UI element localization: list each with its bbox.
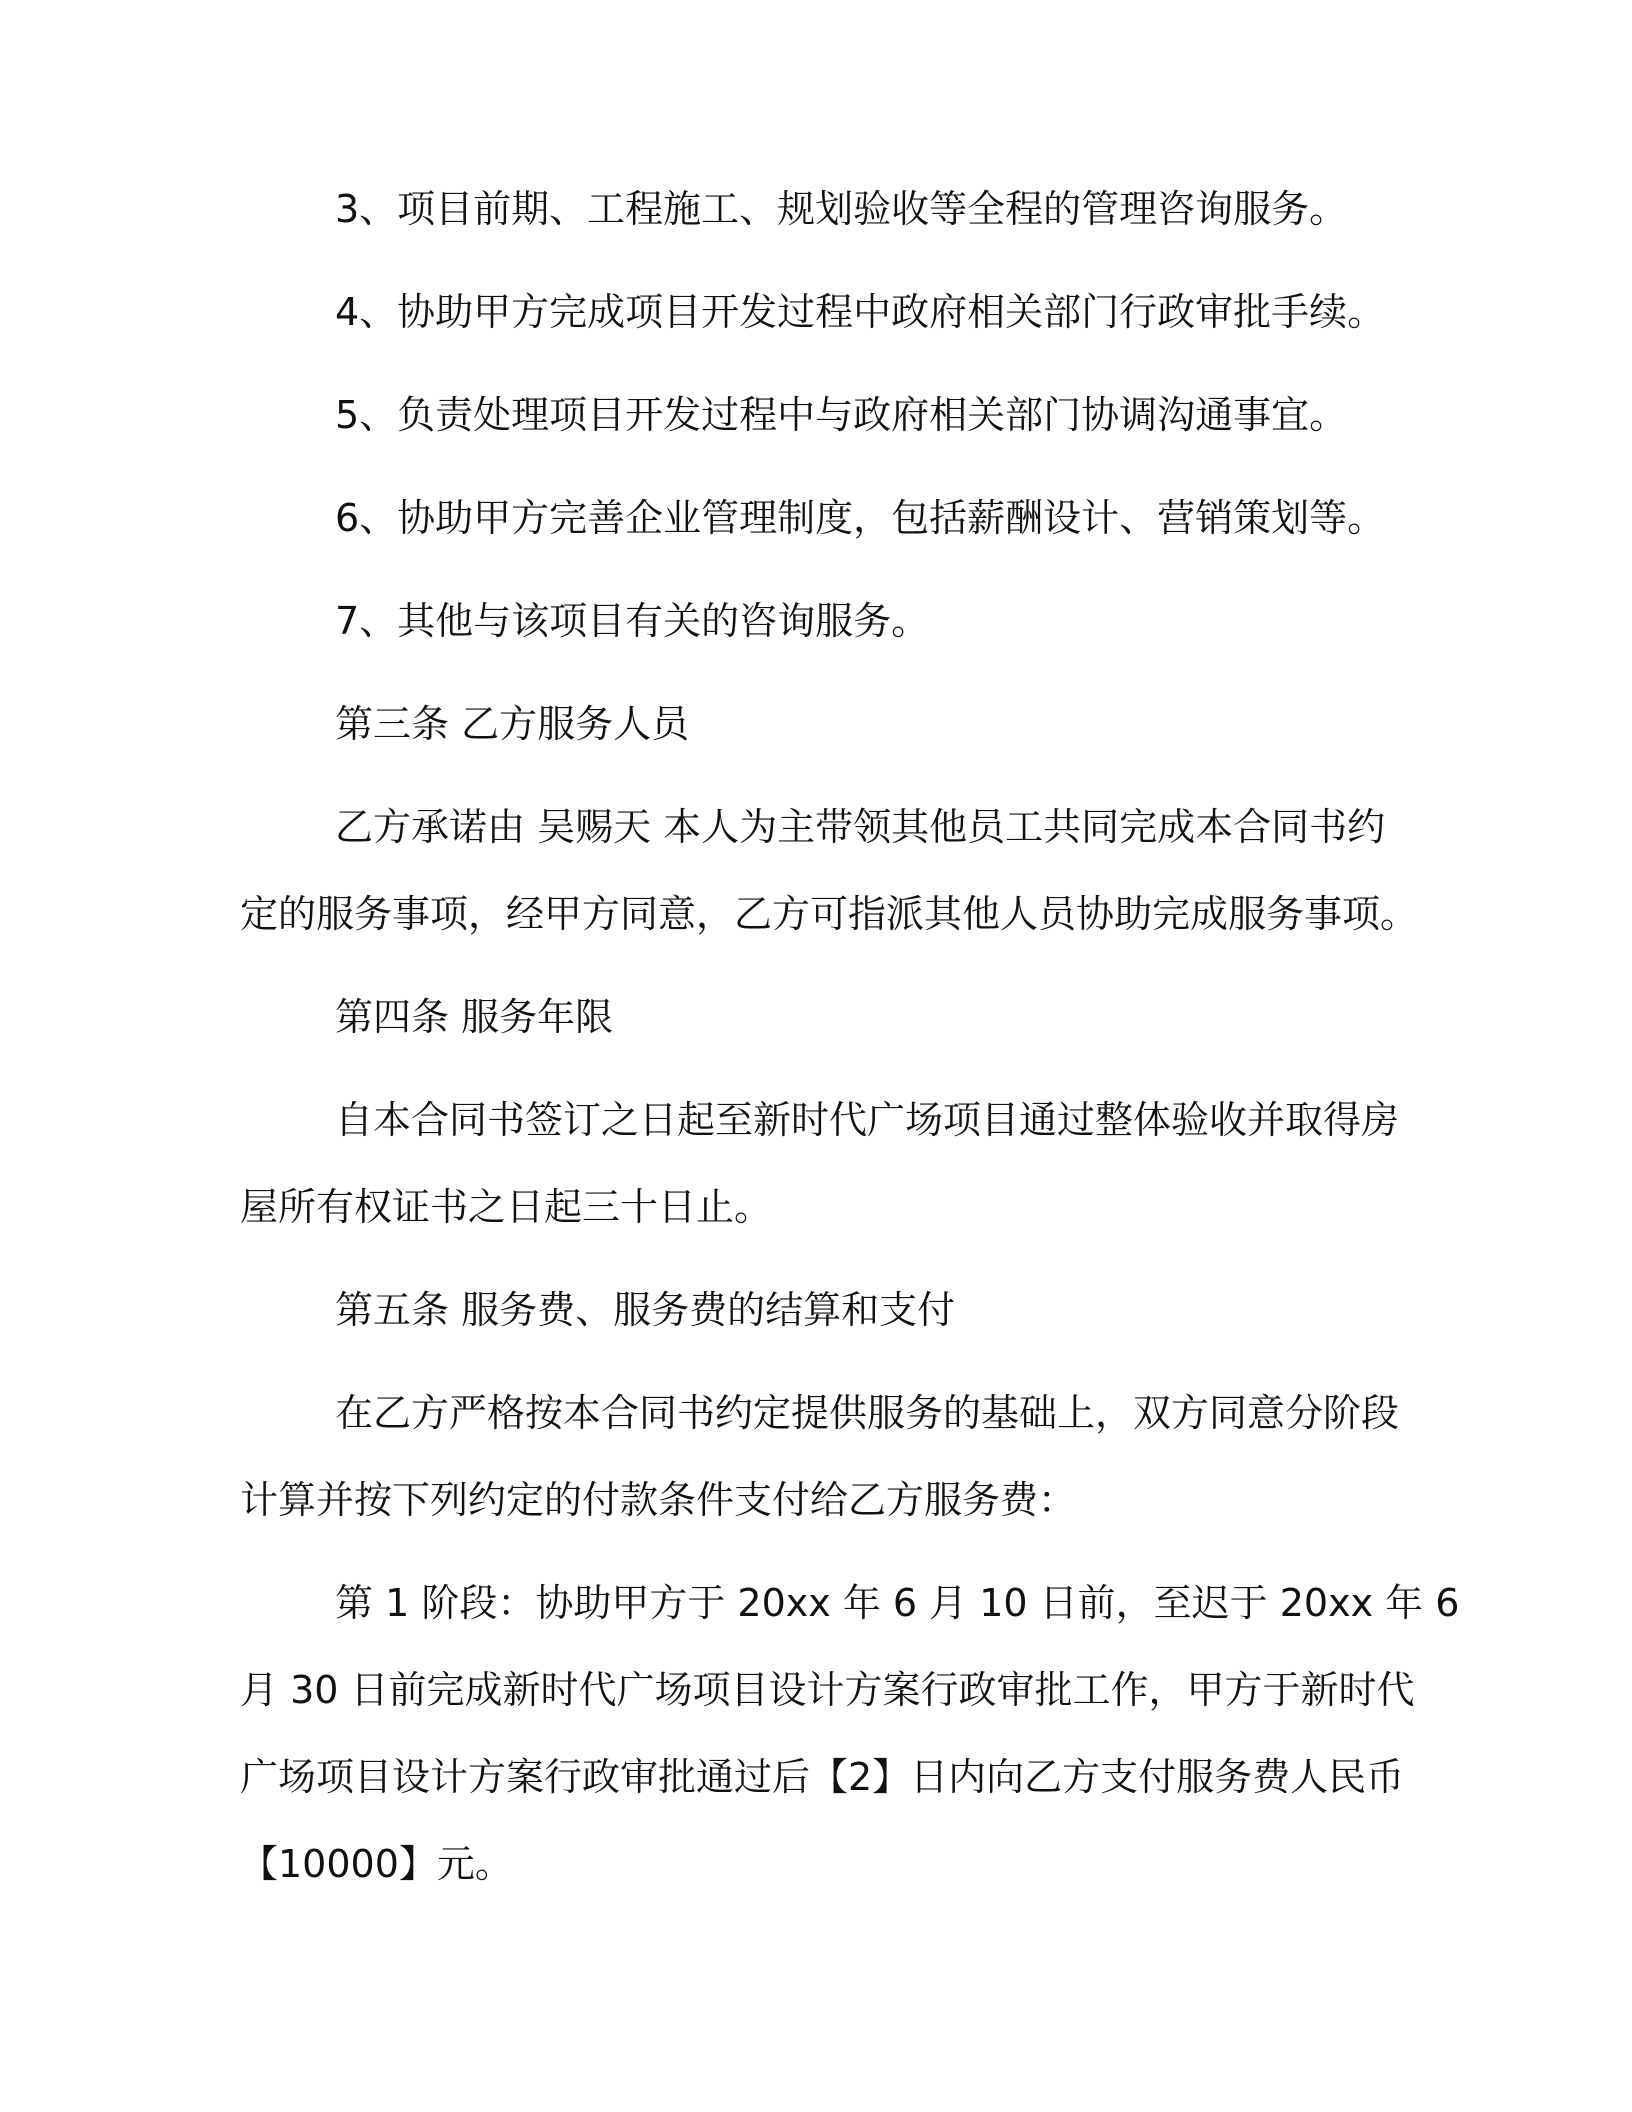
text-line: 【10000】元。	[240, 1842, 513, 1886]
text-line: 3、项目前期、工程施工、规划验收等全程的管理咨询服务。	[335, 187, 1348, 231]
text-line: 月 30 日前完成新时代广场项目设计方案行政审批工作，甲方于新时代	[240, 1668, 1415, 1712]
text-line: 7、其他与该项目有关的咨询服务。	[335, 599, 930, 643]
section-heading-article-4	[240, 995, 1380, 1039]
text-line: 乙方承诺由 吴赐天 本人为主带领其他员工共同完成本合同书约	[335, 805, 1386, 849]
section-heading-article-5	[240, 1288, 1380, 1332]
text-line: 自本合同书签订之日起至新时代广场项目通过整体验收并取得房	[335, 1098, 1400, 1142]
text-line: 第三条 乙方服务人员	[335, 702, 690, 746]
section-heading-article-3	[240, 702, 1380, 746]
paragraph-item-5	[240, 393, 1380, 437]
text-line: 广场项目设计方案行政审批通过后【2】日内向乙方支付服务费人民币	[240, 1755, 1405, 1799]
text-line: 第四条 服务年限	[335, 995, 614, 1039]
text-line: 屋所有权证书之日起三十日止。	[240, 1185, 773, 1229]
text-line: 在乙方严格按本合同书约定提供服务的基础上，双方同意分阶段	[335, 1391, 1400, 1435]
text-line: 4、协助甲方完成项目开发过程中政府相关部门行政审批手续。	[335, 290, 1386, 334]
paragraph-article-4-body	[240, 1098, 1400, 1229]
text-line: 5、负责处理项目开发过程中与政府相关部门协调沟通事宜。	[335, 393, 1348, 437]
paragraph-item-6	[240, 496, 1386, 540]
paragraph-article-5-body	[240, 1391, 1400, 1522]
paragraph-item-7	[240, 599, 1380, 643]
text-line: 第 1 阶段：协助甲方于 20xx 年 6 月 10 日前，至迟于 20xx 年 6	[335, 1581, 1460, 1625]
text-line: 定的服务事项，经甲方同意，乙方可指派其他人员协助完成服务事项。	[240, 892, 1419, 936]
paragraph-item-4	[240, 290, 1386, 334]
document-body	[240, 187, 1460, 1886]
text-line: 第五条 服务费、服务费的结算和支付	[335, 1288, 956, 1332]
paragraph-article-3-body	[240, 805, 1419, 936]
text-line: 计算并按下列约定的付款条件支付给乙方服务费：	[240, 1478, 1077, 1522]
text-line: 6、协助甲方完善企业管理制度，包括薪酬设计、营销策划等。	[335, 496, 1386, 540]
paragraph-item-3	[240, 187, 1380, 231]
paragraph-stage-1	[240, 1581, 1460, 1886]
